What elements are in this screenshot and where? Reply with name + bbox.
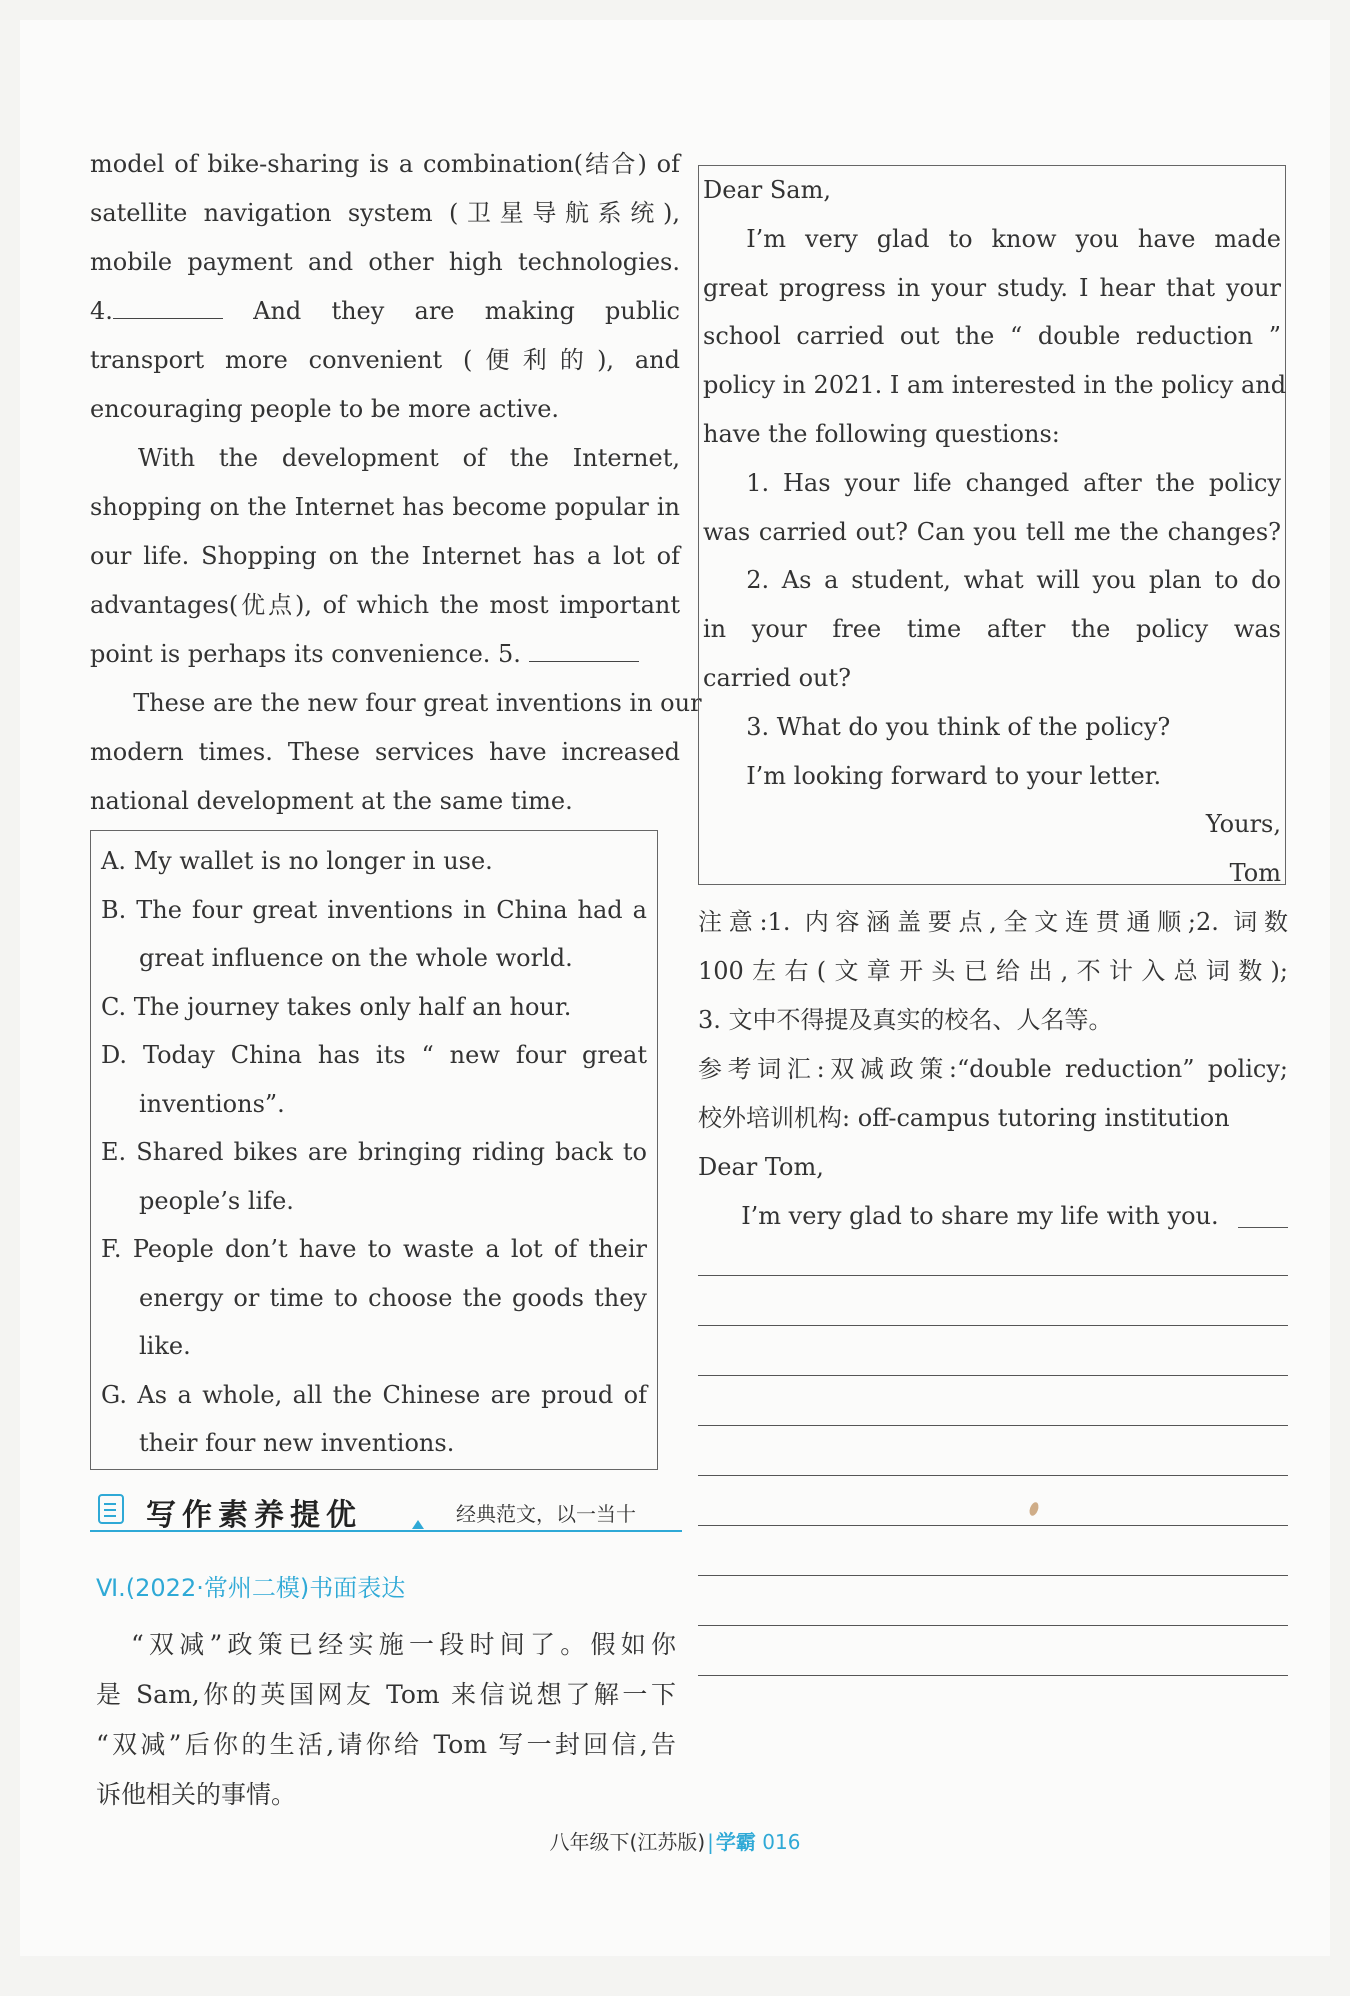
letter-line: school carried out the “ double reduction ” [703, 322, 1281, 351]
option-e: E. Shared bikes are bringing riding back to people’s life. [101, 1138, 647, 1215]
letter-question: 3. What do you think of the policy? [746, 712, 1171, 741]
option-b: B. The four great inventions in China had a great influence on the whole world. [101, 895, 647, 972]
task-line: 诉他相关的事情。 [96, 1780, 297, 1809]
passage-line: modern times. These services have increased [90, 738, 680, 766]
passage-line: advantages(优点), of which the most important [90, 591, 680, 619]
passage-line: point is perhaps its convenience. 5. [90, 640, 521, 668]
passage-line-blank-5 [90, 630, 680, 679]
writing-notes [698, 898, 1288, 1143]
task-prompt [96, 1620, 676, 1820]
answer-salutation: Dear Tom, [698, 1153, 824, 1181]
note-line: 3. 文中不得提及真实的校名、人名等。 [698, 1006, 1113, 1034]
section-subtitle: 经典范文，以一当十 [456, 1502, 636, 1526]
passage-line: With the development of the Internet, [138, 444, 680, 472]
letter-closing: I’m looking forward to your letter. [746, 761, 1162, 790]
letter-line: in your free time after the policy was [703, 615, 1281, 644]
passage-line: mobile payment and other high technologies. [90, 248, 680, 276]
writing-line[interactable] [698, 1475, 1288, 1476]
option-f: F. People don’t have to waste a lot of their energy or time to choose the goods they like. [101, 1235, 647, 1360]
note-line: 参考词汇:双减政策:“double reduction” policy; [698, 1055, 1288, 1083]
passage-line: national development at the same time. [90, 787, 573, 815]
letter-signature: Tom [1229, 859, 1281, 888]
blank-number: 4. [90, 297, 113, 325]
section-header [90, 1490, 682, 1532]
passage-line: satellite navigation system (卫星导航系统), [90, 199, 680, 227]
answer-blank-5[interactable] [529, 633, 639, 662]
page-number: 016 [762, 1830, 801, 1854]
writing-line[interactable] [1238, 1227, 1288, 1228]
writing-line[interactable] [698, 1675, 1288, 1676]
writing-line[interactable] [698, 1275, 1288, 1276]
letter-line: great progress in your study. I hear that your [703, 273, 1281, 302]
writing-line[interactable] [698, 1625, 1288, 1626]
letter-line: carried out? [703, 663, 851, 692]
writing-line[interactable] [698, 1575, 1288, 1576]
writing-line[interactable] [698, 1525, 1288, 1526]
grade-label: 八年级下(江苏版) [549, 1830, 706, 1854]
reading-passage [90, 140, 702, 826]
letter-line: have the following questions: [703, 419, 1060, 448]
letter-question: 2. As a student, what will you plan to do [746, 566, 1281, 595]
writing-line[interactable] [698, 1425, 1288, 1426]
page-footer [20, 1826, 1330, 1855]
letter-signoff: Yours, [1205, 810, 1281, 839]
answer-opening: I’m very glad to share my life with you. [741, 1202, 1219, 1230]
workbook-page [20, 20, 1330, 1956]
letter-box [698, 165, 1287, 888]
letter-line: I’m very glad to know you have made [746, 224, 1281, 253]
note-line: 注意:1. 内容涵盖要点,全文连贯通顺;2. 词数 [698, 908, 1288, 936]
answer-blank-4[interactable] [113, 290, 223, 319]
options-box [90, 830, 658, 1470]
task-line: “双减”政策已经实施一段时间了。假如你 [131, 1630, 676, 1659]
writing-line[interactable] [698, 1375, 1288, 1376]
option-a: A. My wallet is no longer in use. [101, 847, 493, 875]
triangle-marker-icon [412, 1520, 424, 1529]
letter-salutation: Dear Sam, [703, 176, 831, 204]
note-line: 100左右(文章开头已给出,不计入总词数); [698, 957, 1288, 985]
notebook-icon [98, 1494, 124, 1524]
passage-line-blank-4 [90, 287, 680, 336]
passage-line: And they are making public [253, 297, 680, 325]
task-header: Ⅵ.(2022·常州二模)书面表达 [96, 1574, 406, 1602]
writing-line[interactable] [698, 1325, 1288, 1326]
footer-separator: | [707, 1830, 714, 1854]
passage-line: our life. Shopping on the Internet has a lot of [90, 542, 680, 570]
answer-area [698, 1143, 1288, 1241]
task-line: “双减”后你的生活,请你给 Tom 写一封回信,告 [96, 1730, 676, 1759]
brand-label: 学霸 [715, 1830, 756, 1854]
letter-line: was carried out? Can you tell me the changes? [703, 517, 1281, 546]
option-d: D. Today China has its “ new four great inventions”. [101, 1041, 647, 1118]
option-c: C. The journey takes only half an hour. [101, 992, 572, 1021]
passage-line: encouraging people to be more active. [90, 395, 560, 423]
passage-line: These are the new four great inventions in our [133, 689, 702, 717]
ink-smudge [1028, 1501, 1040, 1517]
letter-line: policy in 2021. I am interested in the policy and [703, 371, 1287, 400]
section-title: 写作素养提优 [146, 1498, 362, 1533]
passage-line: transport more convenient (便利的), and [90, 346, 680, 374]
passage-line: shopping on the Internet has become popular in [90, 493, 680, 521]
note-line: 校外培训机构: off-campus tutoring institution [698, 1104, 1230, 1132]
passage-line: model of bike-sharing is a combination(结合) of [90, 150, 680, 178]
letter-question: 1. Has your life changed after the policy [746, 468, 1281, 497]
option-g: G. As a whole, all the Chinese are proud of their four new inventions. [101, 1380, 647, 1457]
task-line: 是 Sam,你的英国网友 Tom 来信说想了解一下 [96, 1680, 676, 1709]
